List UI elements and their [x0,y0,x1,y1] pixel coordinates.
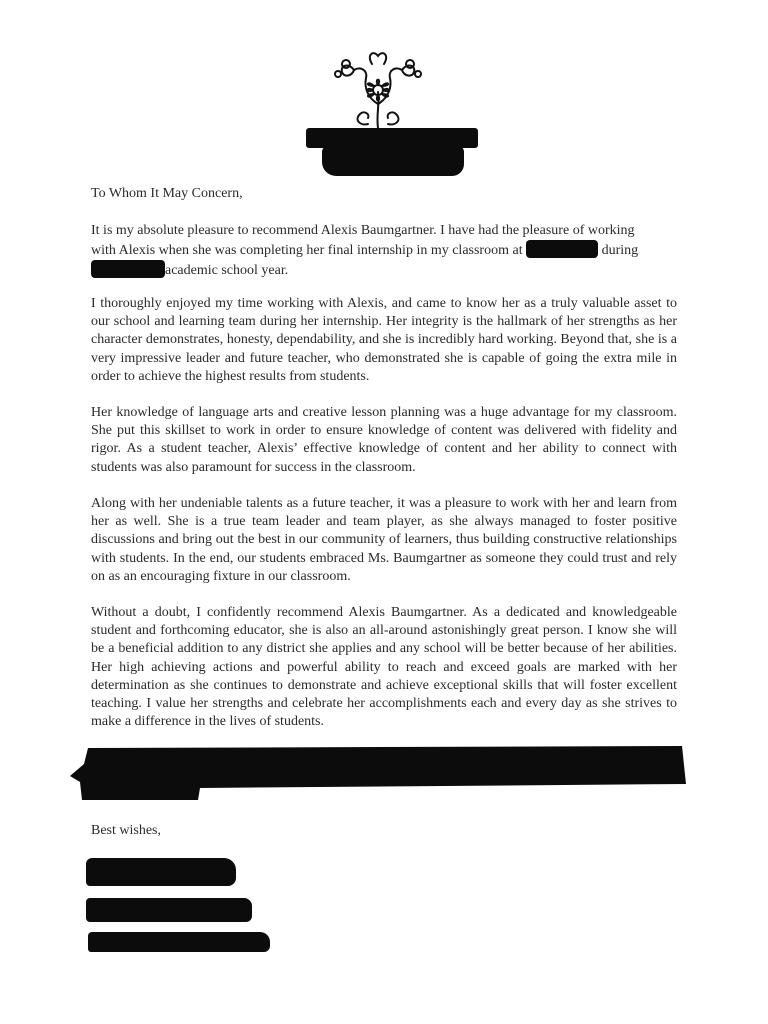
flower-logo-icon [330,44,426,134]
paragraph-1 [91,222,677,281]
redacted-header-line-2 [322,146,464,176]
paragraph-1-line-3-end: academic school year. [165,263,289,279]
paragraph-3: Her knowledge of language arts and creative lesson planning was a huge advantage for my classroom. She put this skillset to work in order to ensure knowledge of content was delivered with fidelity and rigor. As a student teacher, Alexis’ effective knowledge of content and her ability to connect with students was also paramount for success in the classroom. [91,405,677,475]
redacted-header-line-1 [306,128,478,148]
redacted-title [88,932,270,952]
paragraph-5: Without a doubt, I confidently recommend Alexis Baumgartner. As a dedicated and knowledgeable student and forthcoming educator, she is also an all-around astonishingly great person. I know she will be a beneficial addition to any district she applies and any school will be better because of her abilities. Her high achieving actions and powerful ability to reach and exceed goals are marked with her determination as she continues to demonstrate and achieve exceptional skills that will foster excellent teaching. I value her strengths and celebrate her accomplishments each and every day as she strives to make a difference in the lives of students. [91,605,677,730]
paragraph-1-line-2 [91,240,677,260]
redacted-school-name [526,240,598,258]
salutation: To Whom It May Concern, [91,186,243,201]
paragraph-1-line-2-start: with Alexis when she was completing her final internship in my classroom at [91,243,527,259]
redacted-contact-block [70,742,690,804]
paragraph-1-line-3 [91,260,677,280]
redacted-name [86,898,252,922]
redacted-school-year [91,260,165,278]
closing: Best wishes, [91,823,161,838]
redacted-signature [86,858,236,886]
paragraph-4: Along with her undeniable talents as a future teacher, it was a pleasure to work with her and learn from her as well. She is a true team leader and team player, as she always managed to foster positive discussions and bring out the best in our community of learners, thus building constructive relationships with students. In the end, our students embraced Ms. Baumgartner as someone they could trust and rely on as an encouraging fixture in our classroom. [91,496,677,584]
paragraph-2: I thoroughly enjoyed my time working with Alexis, and came to know her as a truly valuable asset to our school and learning team during her internship. Her integrity is the hallmark of her strengths as her character demonstrates, honesty, dependability, and she is incredibly hard working. Beyond that, she is a very impressive leader and future teacher, who demonstrated she is capable of going the extra mile in order to achieve the highest results from students. [91,296,677,384]
paragraph-1-line-2-end: during [598,243,639,259]
paragraph-1-line-1: It is my absolute pleasure to recommend Alexis Baumgartner. I have had the pleasure of working [91,223,635,238]
